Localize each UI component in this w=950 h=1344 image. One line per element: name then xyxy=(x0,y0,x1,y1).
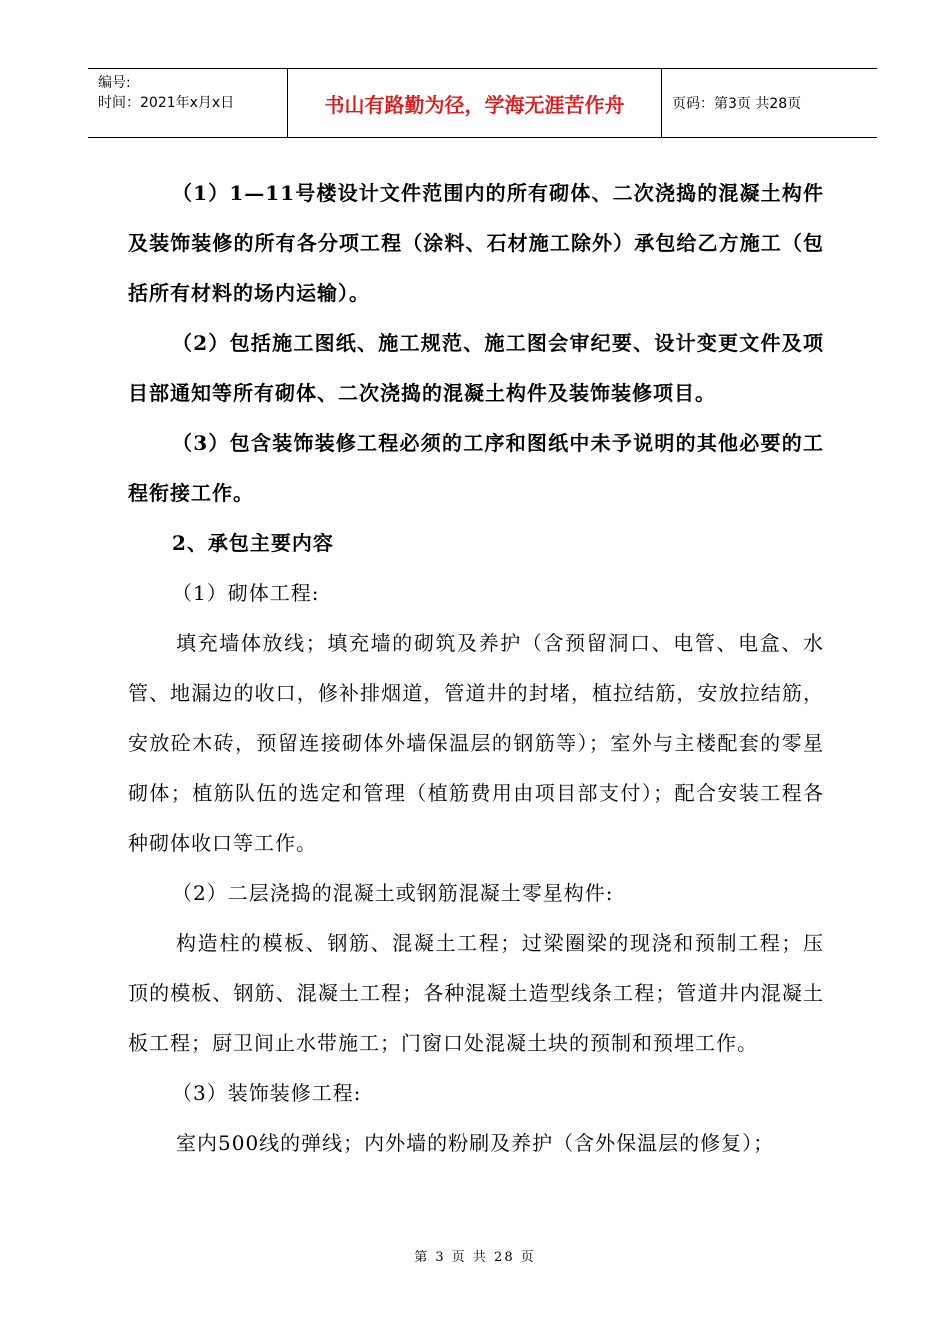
subsection-title-decoration: （3）装饰装修工程: xyxy=(172,1081,362,1105)
document-time-label: 时间：2021年x月x日 xyxy=(98,95,235,111)
document-body xyxy=(128,168,824,1168)
paragraph-scope-2: （2）包括施工图纸、施工规范、施工图会审纪要、设计变更文件及项目部通知等所有砌体、二次浇捣的混凝土构件及装饰装修项目。 xyxy=(128,331,824,405)
paragraph-scope-3: （3）包含装饰装修工程必须的工序和图纸中未予说明的其他必要的工程衔接工作。 xyxy=(128,431,824,505)
subsection-title-masonry: （1）砌体工程: xyxy=(172,581,320,605)
section-heading-main-content: 2、承包主要内容 xyxy=(172,531,334,555)
header-motto: 书山有路勤为径，学海无涯苦作舟 xyxy=(288,69,662,137)
subsection-body-concrete: 构造柱的模板、钢筋、混凝土工程；过梁圈梁的现浇和预制工程；压顶的模板、钢筋、混凝土工程；各种混凝土造型线条工程；管道井内混凝土板工程；厨卫间止水带施工；门窗口处混凝土块的预制和预埋工作。 xyxy=(128,931,824,1055)
subsection-body-masonry: 填充墙体放线；填充墙的砌筑及养护（含预留洞口、电管、电盒、水管、地漏边的收口，修补排烟道，管道井的封堵，植拉结筋，安放拉结筋，安放砼木砖，预留连接砌体外墙保温层的钢筋等）；室外与主楼配套的零星砌体；植筋队伍的选定和管理（植筋费用由项目部支付）；配合安装工程各种砌体收口等工作。 xyxy=(128,631,824,855)
page-header xyxy=(88,68,877,138)
header-page-info: 页码：第3页 共28页 xyxy=(672,96,802,112)
subsection-title-concrete: （2）二层浇捣的混凝土或钢筋混凝土零星构件: xyxy=(172,881,614,905)
document-number-label: 编号: xyxy=(98,75,131,91)
header-left-cell xyxy=(88,69,288,137)
subsection-body-decoration: 室内500线的弹线；内外墙的粉刷及养护（含外保温层的修复）； xyxy=(176,1131,775,1155)
page-footer: 第 3 页 共 28 页 xyxy=(414,1250,536,1265)
paragraph-scope-1: （1）1—11号楼设计文件范围内的所有砌体、二次浇捣的混凝土构件及装饰装修的所有各分项工程（涂料、石材施工除外）承包给乙方施工（包括所有材料的场内运输）。 xyxy=(128,181,824,305)
